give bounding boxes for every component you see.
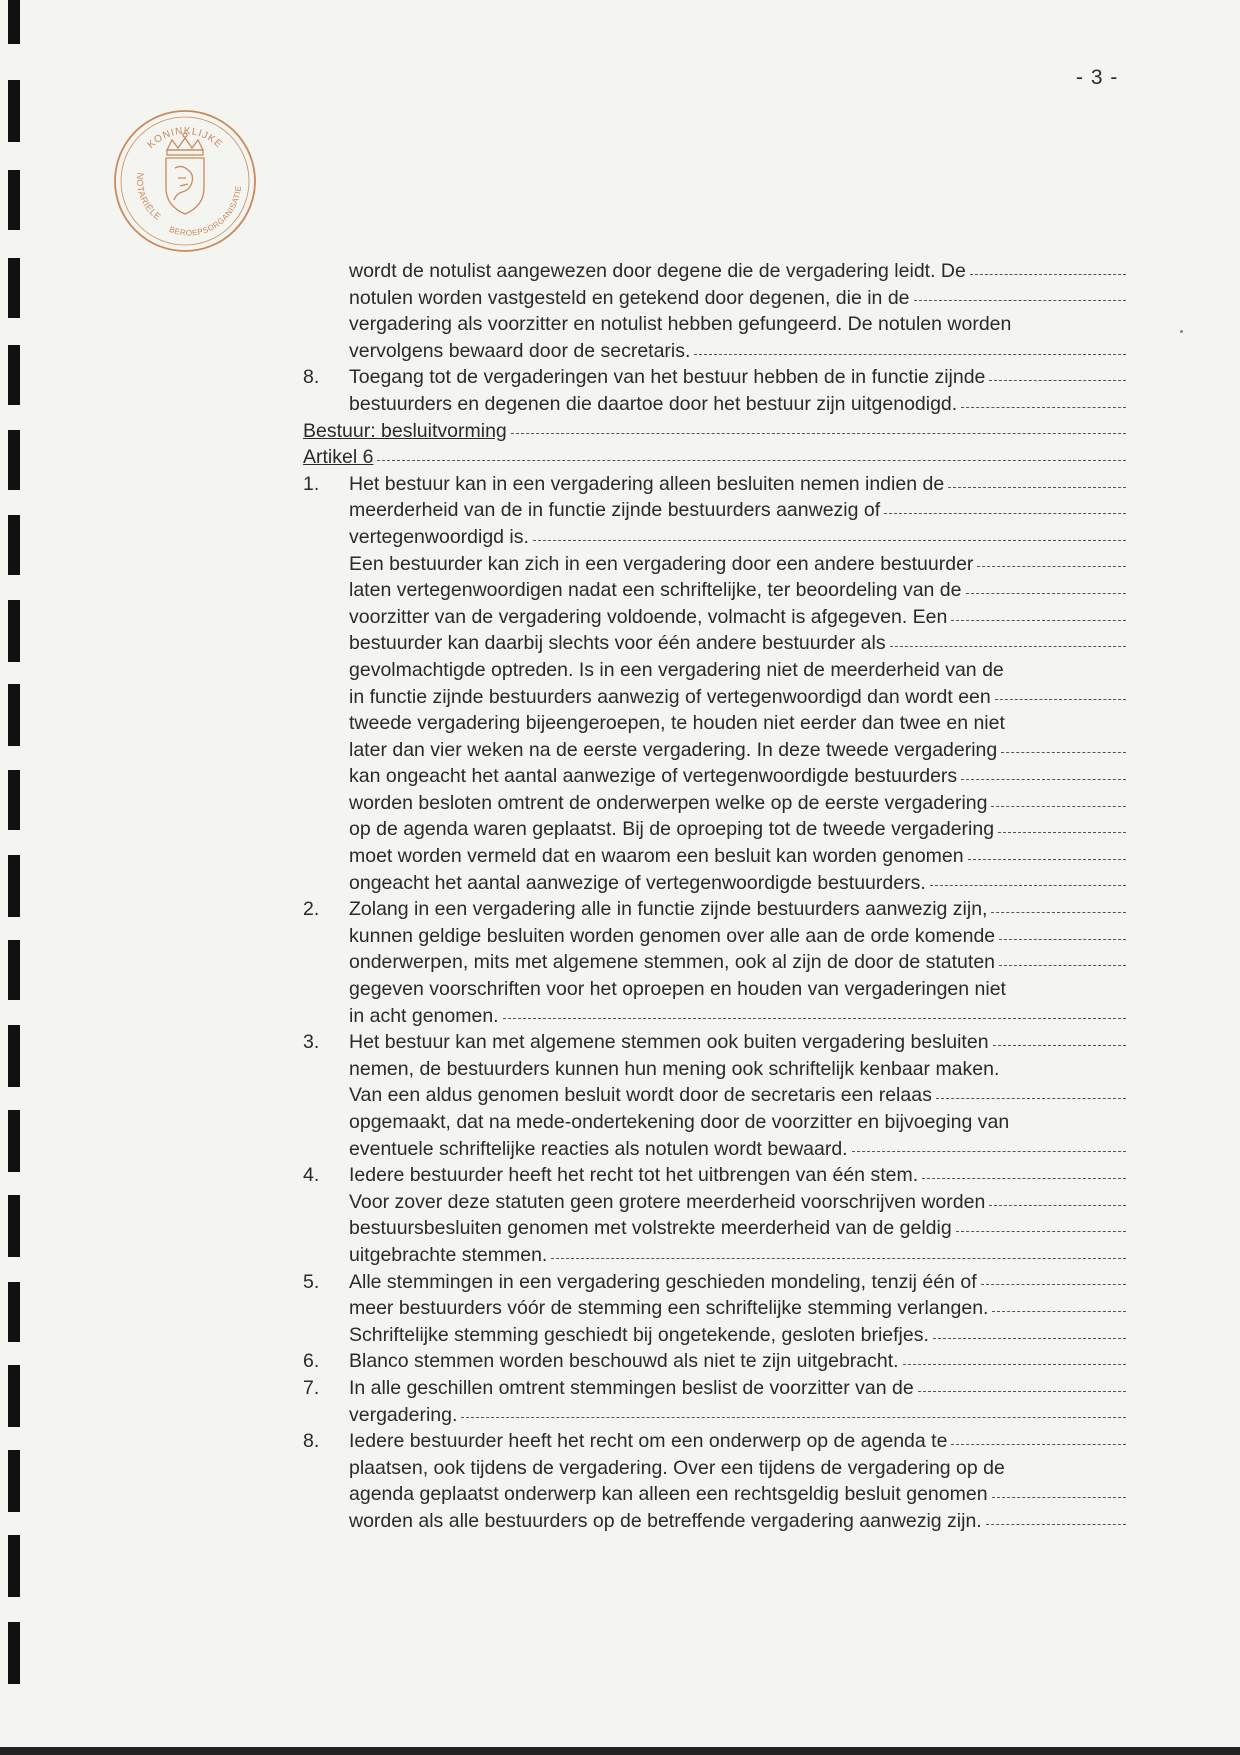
fill-dashes — [918, 1391, 1126, 1392]
notary-seal — [112, 108, 258, 254]
text-line — [303, 710, 1126, 737]
fill-dashes — [951, 1444, 1126, 1445]
numbered-item-line — [303, 1348, 1126, 1375]
line-text: vertegenwoordigd is. — [349, 525, 529, 548]
line-text: plaatsen, ook tijdens de vergadering. Over een tijdens de vergadering op de — [349, 1456, 1005, 1479]
fill-dashes — [970, 274, 1126, 275]
seal-text-left: NOTARIËLE — [134, 172, 163, 223]
line-text: nemen, de bestuurders kunnen hun mening ook schriftelijk kenbaar maken. — [349, 1057, 1000, 1080]
line-text: meer bestuurders vóór de stemming een schriftelijke stemming verlangen. — [349, 1297, 989, 1320]
text-line — [303, 790, 1126, 817]
fill-dashes — [966, 593, 1127, 594]
line-text: Blanco stemmen worden beschouwd als niet te zijn uitgebracht. — [349, 1350, 899, 1373]
line-text: tweede vergadering bijeengeroepen, te houden niet eerder dan twee en niet — [349, 712, 1005, 735]
numbered-item-line — [303, 1375, 1126, 1402]
line-text: op de agenda waren geplaatst. Bij de oproeping tot de tweede vergadering — [349, 818, 995, 841]
text-line — [303, 816, 1126, 843]
text-line — [303, 763, 1126, 790]
fill-dashes — [992, 1311, 1126, 1312]
fill-dashes — [991, 912, 1126, 913]
line-text: later dan vier weken na de eerste vergadering. In deze tweede vergadering — [349, 738, 998, 761]
line-text: uitgebrachte stemmen. — [349, 1243, 548, 1266]
item-number: 5. — [303, 1270, 320, 1293]
line-text: Een bestuurder kan zich in een vergadering door een andere bestuurder — [349, 552, 974, 575]
line-text: vergadering. — [349, 1403, 458, 1426]
seal-text-top: KONINKLIJKE — [145, 125, 225, 151]
numbered-item-line — [303, 471, 1126, 498]
item-number: 8. — [303, 1430, 320, 1453]
line-text: bestuurders en degenen die daartoe door het bestuur zijn uitgenodigd. — [349, 392, 958, 415]
text-line — [303, 630, 1126, 657]
numbered-item-line — [303, 1428, 1126, 1455]
line-text: vergadering als voorzitter en notulist hebben gefungeerd. De notulen worden — [349, 313, 1012, 336]
line-text: notulen worden vastgesteld en getekend door degenen, die in de — [349, 286, 910, 309]
item-number: 2. — [303, 898, 320, 921]
line-text: laten vertegenwoordigen nadat een schriftelijke, ter beoordeling van de — [349, 579, 962, 602]
text-line — [303, 1402, 1126, 1429]
numbered-item-line — [303, 896, 1126, 923]
speck — [1180, 330, 1183, 333]
fill-dashes — [930, 885, 1126, 886]
line-text: kan ongeacht het aantal aanwezige of vertegenwoordigde bestuurders — [349, 765, 958, 788]
text-line — [303, 497, 1126, 524]
line-text: Bestuur: besluitvorming — [303, 419, 507, 442]
bottom-edge — [0, 1747, 1240, 1755]
line-text: worden besloten omtrent de onderwerpen welke op de eerste vergadering — [349, 791, 988, 814]
item-number: 6. — [303, 1350, 320, 1373]
text-line — [303, 1481, 1126, 1508]
fill-dashes — [377, 460, 1126, 461]
line-text: bestuursbesluiten genomen met volstrekte meerderheid van de geldig — [349, 1217, 952, 1240]
text-line — [303, 338, 1126, 365]
item-number: 4. — [303, 1164, 320, 1187]
line-text: bestuurder kan daarbij slechts voor één andere bestuurder als — [349, 632, 886, 655]
section-heading-line — [303, 444, 1126, 471]
text-line — [303, 737, 1126, 764]
line-text: Iedere bestuurder heeft het recht om een onderwerp op de agenda te — [349, 1430, 948, 1453]
line-text: opgemaakt, dat na mede-ondertekening door de voorzitter en bijvoeging van — [349, 1111, 1010, 1133]
fill-dashes — [968, 859, 1126, 860]
text-line — [303, 524, 1126, 551]
numbered-item-line — [303, 364, 1126, 391]
line-text: wordt de notulist aangewezen door degene die de vergadering leidt. De — [349, 260, 966, 282]
fill-dashes — [933, 1338, 1126, 1339]
text-line — [303, 976, 1126, 1003]
line-text: Iedere bestuurder heeft het recht tot het uitbrengen van één stem. — [349, 1164, 919, 1187]
item-number: 1. — [303, 472, 320, 495]
fill-dashes — [999, 939, 1126, 940]
fill-dashes — [991, 806, 1126, 807]
line-text: In alle geschillen omtrent stemmingen beslist de voorzitter van de — [349, 1376, 914, 1399]
line-text: in functie zijnde bestuurders aanwezig of vertegenwoordigd dan wordt een — [349, 685, 991, 708]
fill-dashes — [951, 620, 1126, 621]
svg-text:NOTARIËLE — [135, 172, 163, 222]
fill-dashes — [977, 566, 1126, 567]
section-heading-line — [303, 418, 1126, 445]
fill-dashes — [948, 487, 1126, 488]
text-line — [303, 285, 1126, 312]
line-text: Het bestuur kan in een vergadering alleen besluiten nemen indien de — [349, 472, 945, 495]
page-number: - 3 - — [1076, 66, 1119, 89]
text-line — [303, 258, 1126, 285]
crest-icon — [166, 133, 204, 214]
fill-dashes — [936, 1098, 1126, 1099]
fill-dashes — [995, 699, 1126, 700]
line-text: Zolang in een vergadering alle in functie zijnde bestuurders aanwezig zijn, — [349, 898, 988, 921]
line-text: ongeacht het aantal aanwezige of vertegenwoordigde bestuurders. — [349, 871, 926, 894]
text-line — [303, 949, 1126, 976]
text-line — [303, 577, 1126, 604]
text-line — [303, 1322, 1126, 1349]
fill-dashes — [961, 779, 1126, 780]
fill-dashes — [903, 1364, 1126, 1365]
text-line — [303, 1215, 1126, 1242]
fill-dashes — [884, 513, 1126, 514]
fill-dashes — [989, 1205, 1126, 1206]
text-line — [303, 657, 1126, 684]
fill-dashes — [999, 965, 1126, 966]
text-line — [303, 870, 1126, 897]
line-text: Schriftelijke stemming geschiedt bij ongetekende, gesloten briefjes. — [349, 1323, 929, 1346]
text-line — [303, 923, 1126, 950]
fill-dashes — [961, 407, 1126, 408]
fill-dashes — [956, 1231, 1126, 1232]
text-line — [303, 1508, 1126, 1535]
text-line — [303, 1242, 1126, 1269]
line-text: vervolgens bewaard door de secretaris. — [349, 339, 691, 362]
binder-holes — [0, 0, 40, 1755]
fill-dashes — [914, 300, 1126, 301]
fill-dashes — [989, 380, 1126, 381]
line-text: voorzitter van de vergadering voldoende, volmacht is afgegeven. Een — [349, 605, 948, 628]
fill-dashes — [551, 1258, 1126, 1259]
line-text: meerderheid van de in functie zijnde bestuurders aanwezig of — [349, 499, 881, 522]
fill-dashes — [890, 646, 1126, 647]
seal-text-right: BEROEPSORGANISATIE — [167, 185, 244, 238]
numbered-item-line — [303, 1029, 1126, 1056]
line-text: Van een aldus genomen besluit wordt door de secretaris een relaas — [349, 1084, 932, 1107]
line-text: Voor zover deze statuten geen grotere meerderheid voorschrijven worden — [349, 1190, 986, 1213]
line-text: gegeven voorschriften voor het oproepen en houden van vergaderingen niet — [349, 978, 1006, 1001]
document-body — [303, 258, 1126, 1535]
text-line — [303, 391, 1126, 418]
text-line — [303, 1003, 1126, 1030]
line-text: worden als alle bestuurders op de betreffende vergadering aanwezig zijn. — [349, 1509, 982, 1532]
fill-dashes — [992, 1497, 1126, 1498]
fill-dashes — [533, 540, 1126, 541]
line-text: Artikel 6 — [303, 446, 374, 469]
item-number: 7. — [303, 1376, 320, 1399]
line-text: kunnen geldige besluiten worden genomen over alle aan de orde komende — [349, 924, 996, 947]
line-text: Alle stemmingen in een vergadering geschieden mondeling, tenzij één of — [349, 1270, 977, 1293]
text-line — [303, 1056, 1126, 1083]
line-text: moet worden vermeld dat en waarom een besluit kan worden genomen — [349, 845, 964, 868]
text-line — [303, 1455, 1126, 1482]
text-line — [303, 604, 1126, 631]
text-line — [303, 1082, 1126, 1109]
fill-dashes — [998, 832, 1126, 833]
fill-dashes — [922, 1178, 1126, 1179]
line-text: gevolmachtigde optreden. Is in een vergadering niet de meerderheid van de — [349, 658, 1004, 681]
text-line — [303, 1189, 1126, 1216]
item-number: 8. — [303, 366, 320, 389]
numbered-item-line — [303, 1269, 1126, 1296]
text-line — [303, 1295, 1126, 1322]
line-text: in acht genomen. — [349, 1004, 499, 1027]
fill-dashes — [1001, 752, 1126, 753]
fill-dashes — [503, 1018, 1126, 1019]
text-line — [303, 684, 1126, 711]
fill-dashes — [993, 1045, 1126, 1046]
text-line — [303, 551, 1126, 578]
fill-dashes — [461, 1417, 1126, 1418]
line-text: onderwerpen, mits met algemene stemmen, ook al zijn de door de statuten — [349, 951, 996, 974]
text-line — [303, 843, 1126, 870]
text-line — [303, 311, 1126, 338]
fill-dashes — [852, 1151, 1126, 1152]
fill-dashes — [694, 354, 1126, 355]
item-number: 3. — [303, 1031, 320, 1054]
fill-dashes — [981, 1284, 1126, 1285]
fill-dashes — [511, 433, 1126, 434]
line-text: Toegang tot de vergaderingen van het bestuur hebben de in functie zijnde — [349, 366, 986, 389]
numbered-item-line — [303, 1162, 1126, 1189]
line-text: eventuele schriftelijke reacties als notulen wordt bewaard. — [349, 1137, 848, 1160]
text-line — [303, 1136, 1126, 1163]
line-text: agenda geplaatst onderwerp kan alleen een rechtsgeldig besluit genomen — [349, 1483, 988, 1506]
line-text: Het bestuur kan met algemene stemmen ook buiten vergadering besluiten — [349, 1031, 989, 1054]
fill-dashes — [986, 1524, 1126, 1525]
text-line — [303, 1109, 1126, 1136]
